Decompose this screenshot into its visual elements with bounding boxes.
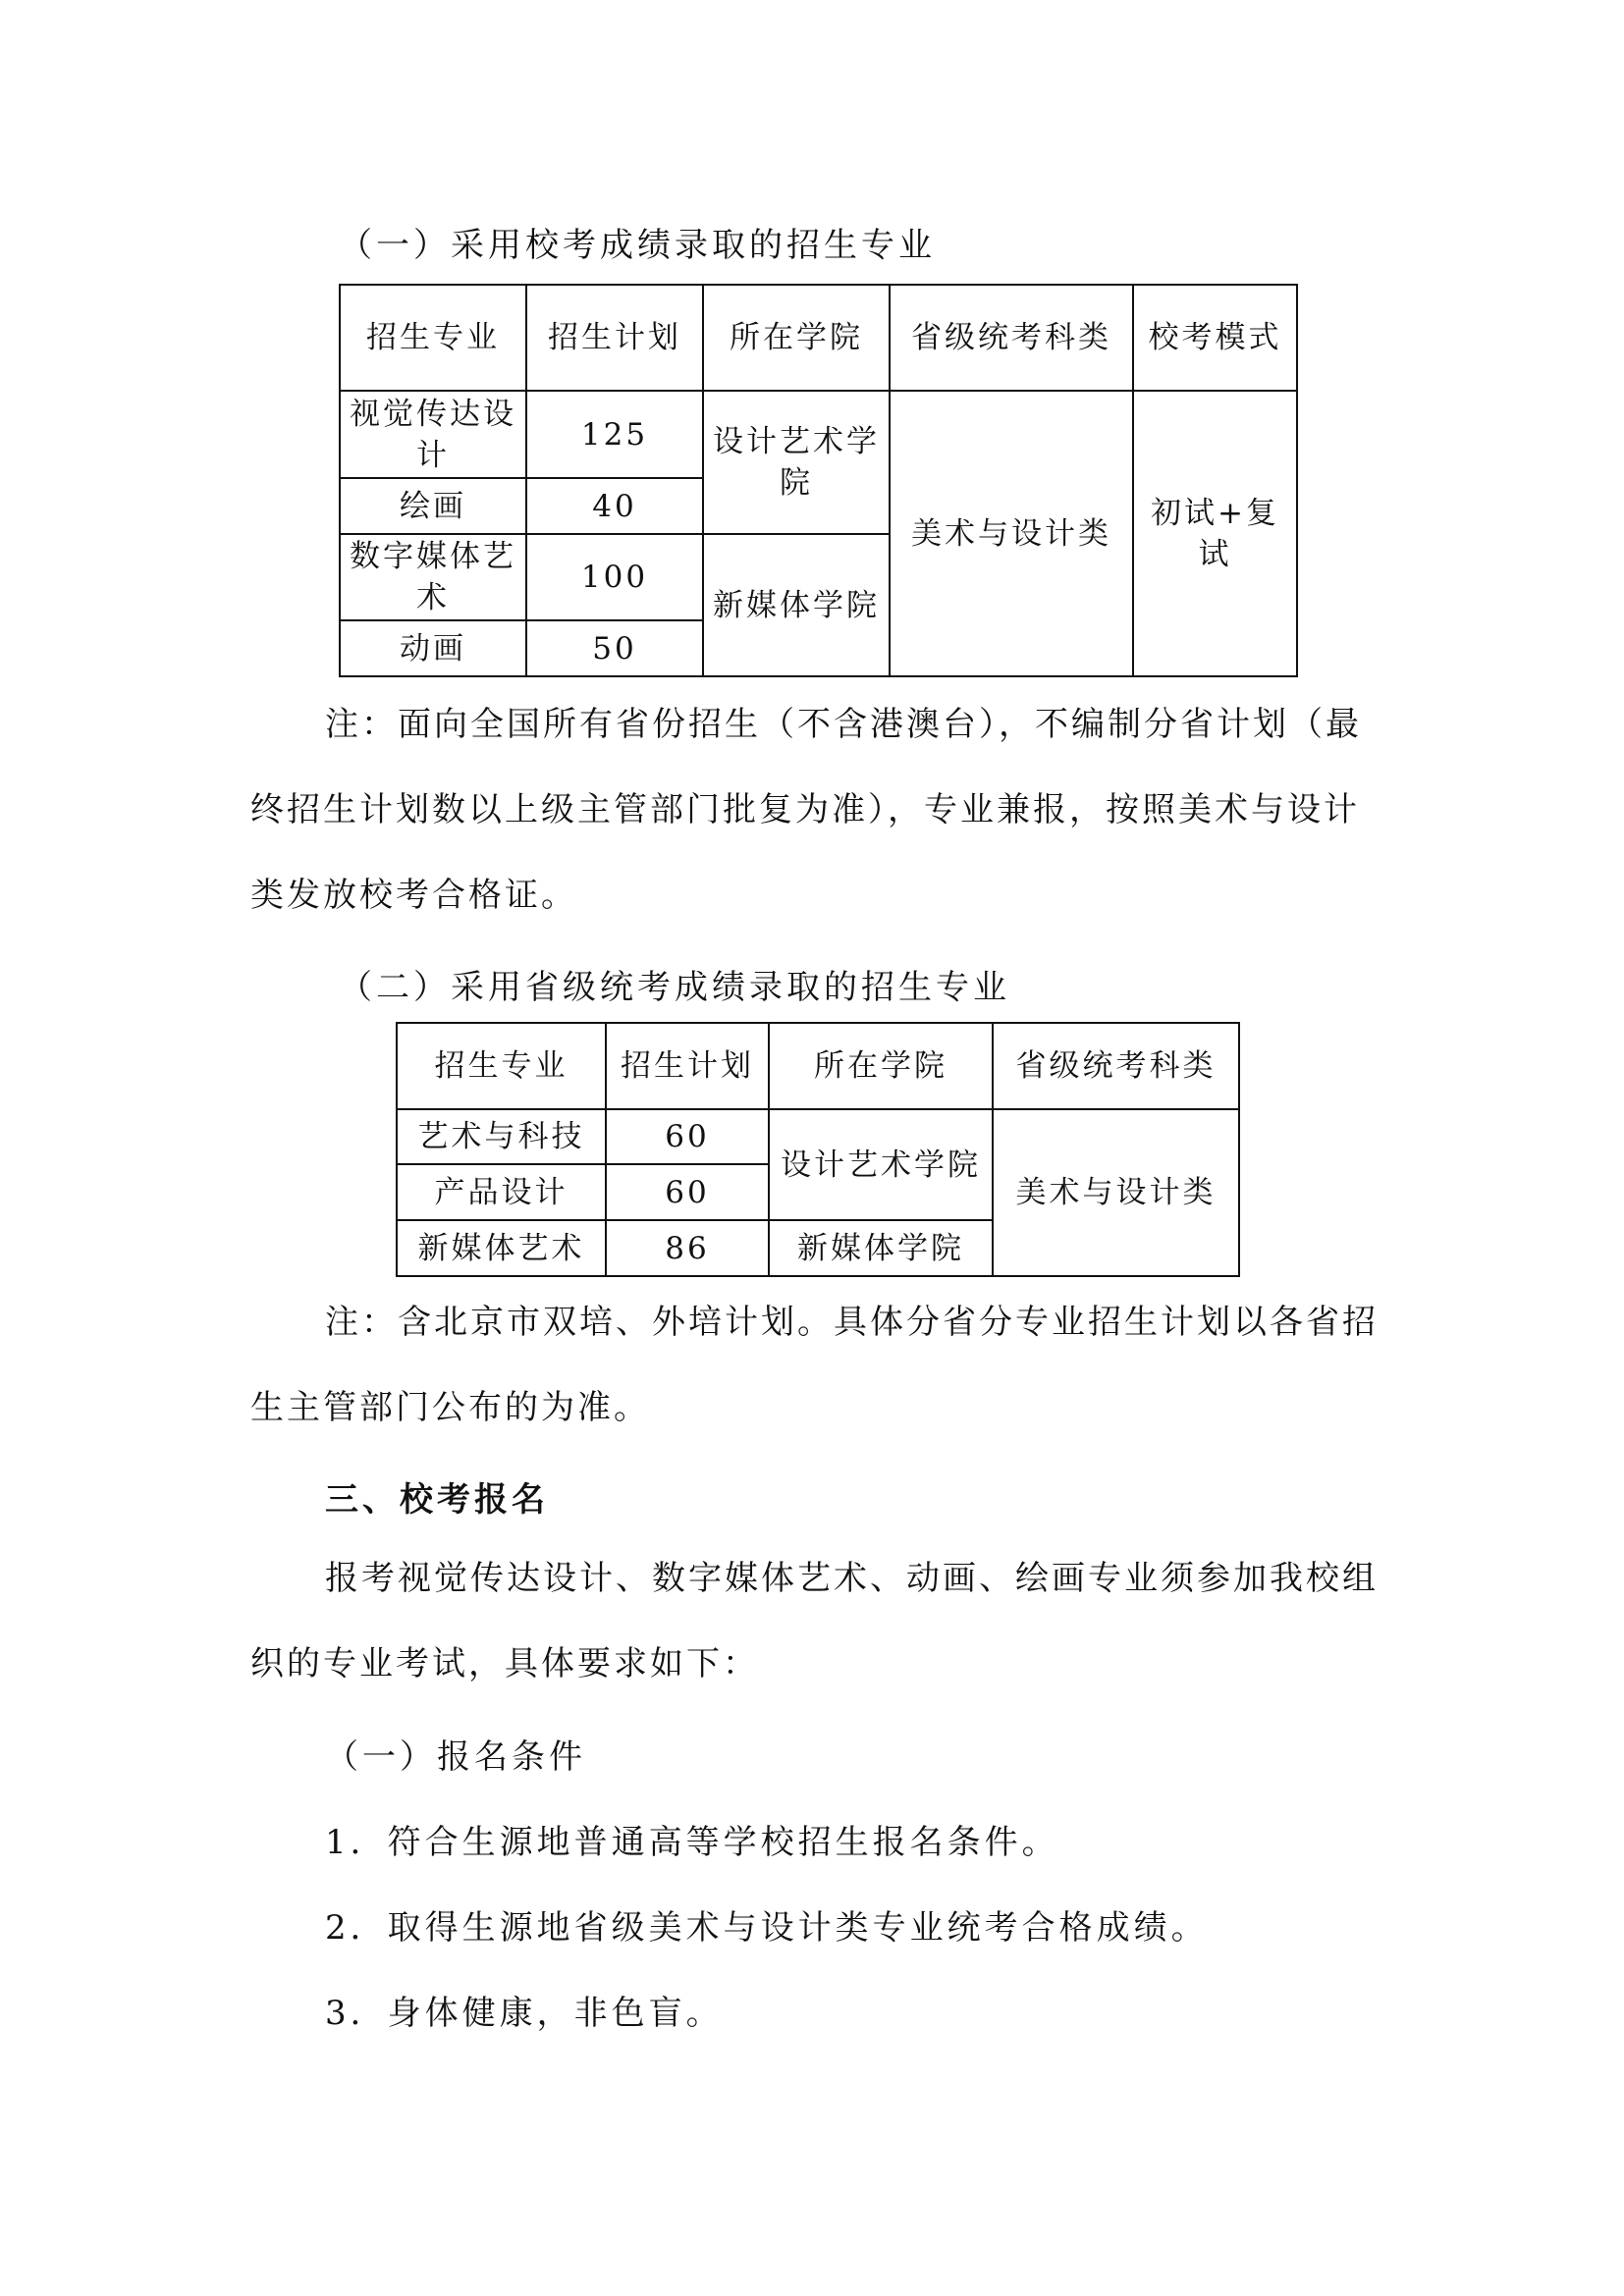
plan-cell: 60	[606, 1109, 769, 1164]
table-school-exam-majors	[339, 284, 1298, 677]
college-cell: 新媒体学院	[703, 534, 890, 676]
header-cell: 所在学院	[703, 285, 890, 391]
table-header-row	[340, 285, 1297, 391]
college-cell: 新媒体学院	[769, 1220, 993, 1276]
mode-cell: 初试+复试	[1133, 391, 1297, 676]
plan-cell: 86	[606, 1220, 769, 1276]
header-cell: 招生计划	[606, 1023, 769, 1109]
intro-paragraph: 报考视觉传达设计、数字媒体艺术、动画、绘画专业须参加我校组织的专业考试，具体要求如下：	[250, 1559, 1379, 1683]
note-paragraph-1: 注：面向全国所有省份招生（不含港澳台），不编制分省计划（最终招生计划数以上级主管部门批复为准），专业兼报，按照美术与设计类发放校考合格证。	[250, 705, 1362, 915]
section-heading-3: 三、校考报名	[325, 1480, 549, 1520]
section-heading-2: （二）采用省级统考成绩录取的招生专业	[339, 968, 1010, 1007]
table-header-row	[397, 1023, 1239, 1109]
header-cell: 招生专业	[397, 1023, 606, 1109]
header-cell: 招生专业	[340, 285, 526, 391]
section-heading-1: （一）采用校考成绩录取的招生专业	[339, 226, 936, 265]
header-cell: 省级统考科类	[993, 1023, 1239, 1109]
table-row	[397, 1109, 1239, 1164]
header-cell: 所在学院	[769, 1023, 993, 1109]
note-paragraph-2: 注：含北京市双培、外培计划。具体分省分专业招生计划以各省招生主管部门公布的为准。	[250, 1303, 1379, 1427]
plan-cell: 125	[526, 391, 703, 478]
major-cell: 绘画	[340, 478, 526, 534]
table-provincial-exam-majors	[396, 1022, 1240, 1277]
table-row	[340, 391, 1297, 478]
college-cell: 设计艺术学院	[703, 391, 890, 534]
major-cell: 产品设计	[397, 1164, 606, 1220]
major-cell: 艺术与科技	[397, 1109, 606, 1164]
major-cell: 动画	[340, 620, 526, 676]
header-cell: 招生计划	[526, 285, 703, 391]
plan-cell: 60	[606, 1164, 769, 1220]
major-cell: 新媒体艺术	[397, 1220, 606, 1276]
sub-heading-conditions: （一）报名条件	[325, 1737, 586, 1777]
college-cell: 设计艺术学院	[769, 1109, 993, 1220]
header-cell: 校考模式	[1133, 285, 1297, 391]
plan-cell: 50	[526, 620, 703, 676]
major-cell: 视觉传达设计	[340, 391, 526, 478]
plan-cell: 40	[526, 478, 703, 534]
major-cell: 数字媒体艺术	[340, 534, 526, 620]
plan-cell: 100	[526, 534, 703, 620]
category-cell: 美术与设计类	[890, 391, 1133, 676]
condition-item-2: 2．取得生源地省级美术与设计类专业统考合格成绩。	[325, 1908, 1209, 1948]
category-cell: 美术与设计类	[993, 1109, 1239, 1276]
header-cell: 省级统考科类	[890, 285, 1133, 391]
condition-item-1: 1．符合生源地普通高等学校招生报名条件。	[325, 1823, 1059, 1862]
condition-item-3: 3．身体健康，非色盲。	[325, 1994, 724, 2033]
